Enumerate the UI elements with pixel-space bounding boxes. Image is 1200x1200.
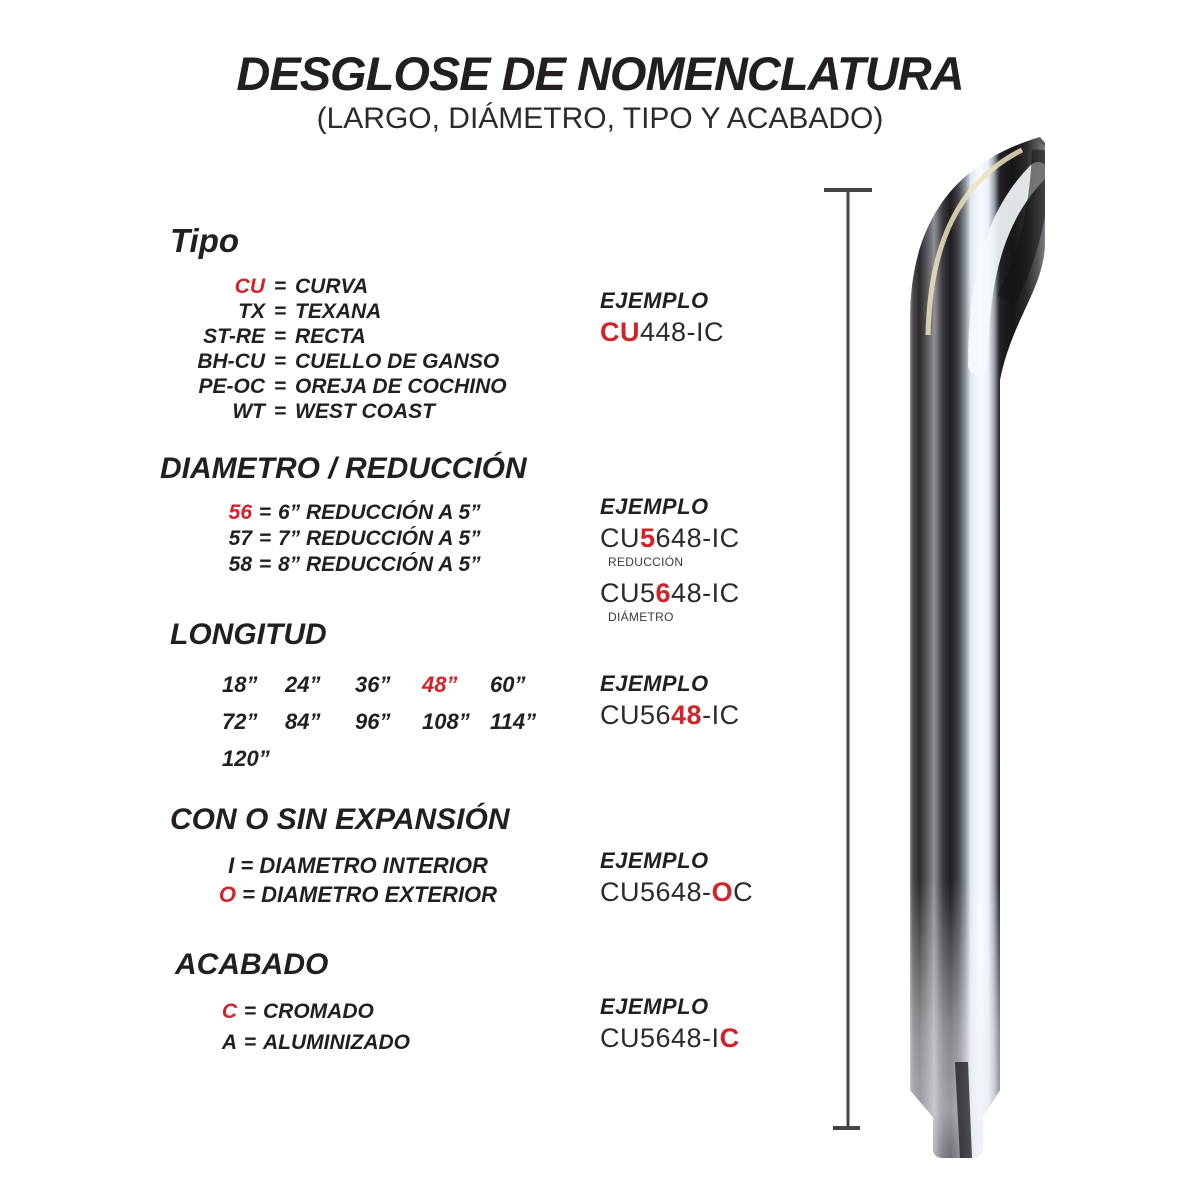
equals-sign: = [273,350,287,373]
part-number-rest: C [733,877,754,907]
expansion-value: DIAMETRO INTERIOR [259,853,488,878]
measurement-line [824,190,872,1128]
equals-sign: = [242,882,256,907]
diameter-value: 7” REDUCCIÓN A 5” [278,527,481,550]
type-value: CURVA [295,275,369,298]
part-number-rest: CU5648- [600,877,712,907]
length-value: 18” [222,672,258,697]
type-value: OREJA DE COCHINO [295,375,507,398]
type-code: TX [238,300,265,323]
part-number-rest: CU5 [600,578,656,608]
equals-sign: = [273,400,287,423]
part-number-rest: -IC [702,700,740,730]
expansion-value: DIAMETRO EXTERIOR [261,882,498,907]
part-number-highlight: C [719,1023,740,1053]
length-value: 36” [355,672,391,697]
length-value: 60” [490,672,526,697]
example-label: EJEMPLO [600,494,709,519]
example-caption: DIÁMETRO [608,610,674,624]
type-code: CU [234,275,265,298]
finish-value: ALUMINIZADO [263,1031,410,1054]
example-label: EJEMPLO [600,671,709,696]
part-number-rest: 648-IC [655,523,740,553]
length-value: 114” [490,709,537,734]
type-value: CUELLO DE GANSO [295,350,500,373]
part-number-rest: CU56 [600,700,672,730]
section-tipo-heading: Tipo [170,222,240,259]
type-code: WT [232,400,265,423]
finish-code: C [221,1000,237,1023]
type-value: RECTA [295,325,366,348]
length-value: 72” [222,709,258,734]
page-title: DESGLOSE DE NOMENCLATURA [236,47,964,100]
part-number-rest: 48-IC [671,578,740,608]
equals-sign: = [243,1000,257,1023]
finish-value: CROMADO [263,1000,374,1023]
part-number-rest: 448-IC [640,317,725,347]
length-value: 84” [285,709,321,734]
expansion-code: O [218,882,237,907]
diameter-code: 58 [228,553,252,576]
type-value: TEXANA [295,300,382,323]
example-label: EJEMPLO [600,848,709,873]
type-code: BH-CU [197,350,265,373]
chrome-stack-pipe [910,137,1046,1158]
type-code: ST-RE [203,325,265,348]
length-value: 120” [222,746,270,771]
diameter-value: 6” REDUCCIÓN A 5” [278,501,481,524]
length-value: 108” [422,709,470,734]
section-expansion-heading: CON O SIN EXPANSIÓN [170,803,510,836]
part-number-highlight: 6 [655,578,672,608]
diameter-code: 56 [228,501,252,524]
finish-code: A [221,1031,237,1054]
length-value: 96” [355,709,391,734]
section-longitud-heading: LONGITUD [170,618,327,651]
equals-sign: = [258,527,272,550]
part-number-rest: CU [600,523,640,553]
diameter-value: 8” REDUCCIÓN A 5” [278,553,481,576]
part-number-highlight: CU [600,317,640,347]
type-value: WEST COAST [295,400,435,423]
example-caption: REDUCCIÓN [608,555,684,569]
equals-sign: = [273,275,287,298]
equals-sign: = [273,300,287,323]
type-code: PE-OC [198,375,265,398]
equals-sign: = [240,853,254,878]
part-number-rest: CU5648-I [600,1023,720,1053]
equals-sign: = [258,553,272,576]
equals-sign: = [258,501,272,524]
part-number-highlight: O [711,877,734,907]
equals-sign: = [273,325,287,348]
length-value: 24” [285,672,321,697]
expansion-code: I [228,853,235,878]
diameter-code: 57 [228,527,252,550]
pipe-bottom-sheen [910,137,1045,1158]
example-label: EJEMPLO [600,288,709,313]
page-subtitle: (LARGO, DIÁMETRO, TIPO Y ACABADO) [316,102,884,135]
part-number-highlight: 5 [640,523,656,553]
part-number-highlight: 48 [671,700,703,730]
section-acabado-heading: ACABADO [175,948,329,981]
section-diametro-heading: DIAMETRO / REDUCCIÓN [160,452,527,485]
example-label: EJEMPLO [600,994,709,1019]
equals-sign: = [273,375,287,398]
equals-sign: = [243,1031,257,1054]
length-value: 48” [422,672,458,697]
